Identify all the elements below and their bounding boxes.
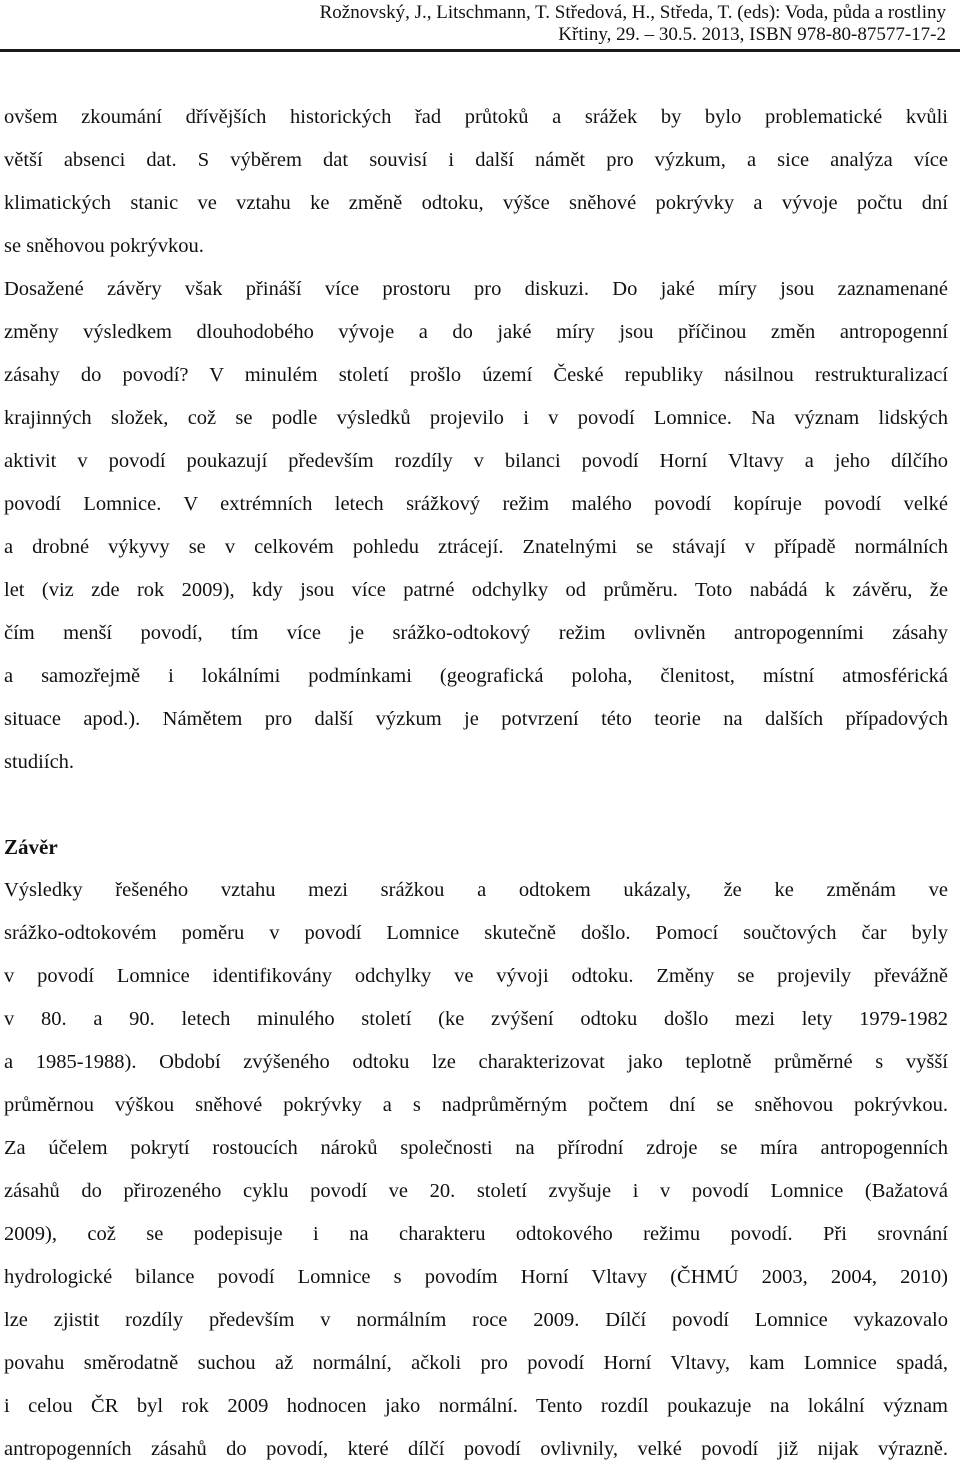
header-conference-info: Křtiny, 29. – 30.5. 2013, ISBN 978-80-87577-17-2 <box>558 24 946 45</box>
text-line: v povodí Lomnice identifikovány odchylky ve vývoji odtoku. Změny se projevily převážně <box>4 965 948 987</box>
text-line: zásahy do povodí? V minulém století prošlo území České republiky násilnou restrukturalizací <box>4 364 948 386</box>
text-line: větší absenci dat. S výběrem dat souvisí i další námět pro výzkum, a sice analýza více <box>4 149 948 171</box>
text-line: ovšem zkoumání dřívějších historických řad průtoků a srážek by bylo problematické kvůli <box>4 106 948 128</box>
text-line: zásahů do přirozeného cyklu povodí ve 20. století zvyšuje i v povodí Lomnice (Bažatová <box>4 1180 948 1202</box>
section-heading-zaver: Závěr <box>4 835 58 859</box>
discussion-text <box>0 96 948 784</box>
text-line: změny výsledkem dlouhodobého vývoje a do jaké míry jsou příčinou změn antropogenní <box>4 321 948 343</box>
text-line: 2009), což se podepisuje i na charakteru odtokového režimu povodí. Při srovnání <box>4 1223 948 1245</box>
text-line: v 80. a 90. letech minulého století (ke zvýšení odtoku došlo mezi lety 1979-1982 <box>4 1008 948 1030</box>
text-line: let (viz zde rok 2009), kdy jsou více patrné odchylky od průměru. Toto nabádá k závěru, že <box>4 579 948 601</box>
text-line: a drobné výkyvy se v celkovém pohledu ztrácejí. Znatelnými se stávají v případě normálních <box>4 536 948 558</box>
text-line: povahu směrodatně suchou až normální, ačkoli pro povodí Horní Vltavy, kam Lomnice spadá, <box>4 1352 948 1374</box>
text-line: povodí Lomnice. V extrémních letech srážkový režim malého povodí kopíruje povodí velké <box>4 493 948 515</box>
text-line: hydrologické bilance povodí Lomnice s povodím Horní Vltavy (ČHMÚ 2003, 2004, 2010) <box>4 1266 948 1288</box>
text-line: průměrnou výškou sněhové pokrývky a s nadprůměrným počtem dní se sněhovou pokrývkou. <box>4 1094 948 1116</box>
header-citation: Rožnovský, J., Litschmann, T. Středová, H., Středa, T. (eds): Voda, půda a rostliny <box>319 2 946 23</box>
header-divider <box>0 49 960 52</box>
text-line: Výsledky řešeného vztahu mezi srážkou a odtokem ukázaly, že ke změnám ve <box>4 879 948 901</box>
conclusion-section <box>0 869 948 1471</box>
text-line: i celou ČR byl rok 2009 hodnocen jako normální. Tento rozdíl poukazuje na lokální význam <box>4 1395 948 1417</box>
text-line: studiích. <box>4 751 75 773</box>
text-line: lze zjistit rozdíly především v normálním roce 2009. Dílčí povodí Lomnice vykazovalo <box>4 1309 948 1331</box>
discussion-section <box>0 96 948 784</box>
text-line: aktivit v povodí poukazují především rozdíly v bilanci povodí Horní Vltavy a jeho dílčího <box>4 450 948 472</box>
text-line: a 1985-1988). Období zvýšeného odtoku lze charakterizovat jako teplotně průměrné s vyšší <box>4 1051 948 1073</box>
text-line: čím menší povodí, tím více je srážko-odtokový režim ovlivněn antropogenními zásahy <box>4 622 948 644</box>
page-header <box>0 0 960 48</box>
text-line: srážko-odtokovém poměru v povodí Lomnice skutečně došlo. Pomocí součtových čar byly <box>4 922 948 944</box>
text-line: antropogenních zásahů do povodí, které dílčí povodí ovlivnily, velké povodí již nijak výrazně. <box>4 1438 948 1460</box>
conclusion-text <box>0 869 948 1471</box>
text-line: Dosažené závěry však přináší více prostoru pro diskuzi. Do jaké míry jsou zaznamenané <box>4 278 948 300</box>
text-line: a samozřejmě i lokálními podmínkami (geografická poloha, členitost, místní atmosférická <box>4 665 948 687</box>
text-line: situace apod.). Námětem pro další výzkum je potvrzení této teorie na dalších případových <box>4 708 948 730</box>
text-line: Za účelem pokrytí rostoucích nároků společnosti na přírodní zdroje se míra antropogenních <box>4 1137 948 1159</box>
text-line: krajinných složek, což se podle výsledků projevilo i v povodí Lomnice. Na význam lidských <box>4 407 948 429</box>
text-line: se sněhovou pokrývkou. <box>4 235 204 257</box>
text-line: klimatických stanic ve vztahu ke změně odtoku, výšce sněhové pokrývky a vývoje počtu dní <box>4 192 948 214</box>
